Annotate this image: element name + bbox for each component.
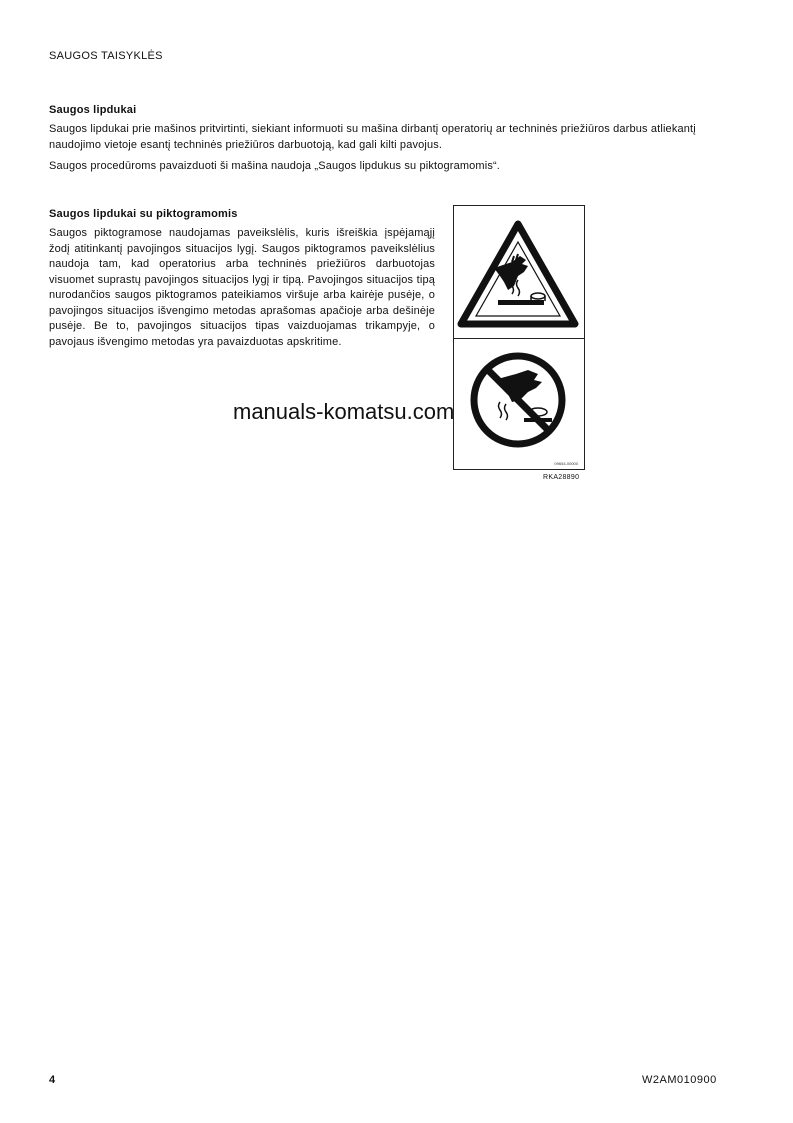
- section-heading: Saugos lipdukai: [49, 104, 137, 116]
- safety-sticker-figure: [453, 205, 585, 470]
- paragraph: Saugos piktogramose naudojamas paveikslėlis, kuris išreiškia įspėjamąjį žodį atitinkantį pavojingos situacijos lygį. Saugos piktogramos paveikslėlius naudoja tam, kad operatorius arba techninės priežiūros darbuotojas visuomet suprastų pavojingos situacijos lygį ir tipą. Pavojingos situacijos tipą nurodančios saugos piktogramos pateikiamos viršuje arba kairėje pusėje, o pavojingos situacijos išvengimo metodas aprašomas apačioje arba dešinėje pusėje. Be to, pavojingos situacijos tipas vaizduojamas trikampyje, o pavojaus išvengimo metodas yra pavaizduotas apskritime.: [49, 227, 435, 348]
- section-heading: Saugos lipdukai su piktogramomis: [49, 208, 238, 220]
- page-number: 4: [49, 1074, 56, 1086]
- section-pictogram-labels: [49, 208, 435, 350]
- running-header: SAUGOS TAISYKLĖS: [49, 50, 163, 62]
- paragraph: Saugos lipdukai prie mašinos pritvirtinti, siekiant informuoti su mašina dirbantį operatorių ar techninės priežiūros darbus atliekantį naudojimo vietoje esantį techninės priežiūros darbuotoją, kad gali kilti pavojus.: [49, 123, 696, 151]
- watermark: manuals-komatsu.com: [233, 399, 455, 424]
- document-code: W2AM010900: [642, 1074, 717, 1086]
- figure-divider: [454, 338, 584, 339]
- sticker-code: 09654-00000: [554, 461, 578, 466]
- hot-surface-warning-icon: [454, 206, 583, 337]
- paragraph: Saugos procedūroms pavaizduoti ši mašina naudoja „Saugos lipdukus su piktogramomis“.: [49, 160, 500, 172]
- section-safety-labels: [49, 104, 719, 175]
- do-not-touch-prohibition-icon: [454, 340, 583, 470]
- figure-caption: RKA28890: [543, 474, 580, 481]
